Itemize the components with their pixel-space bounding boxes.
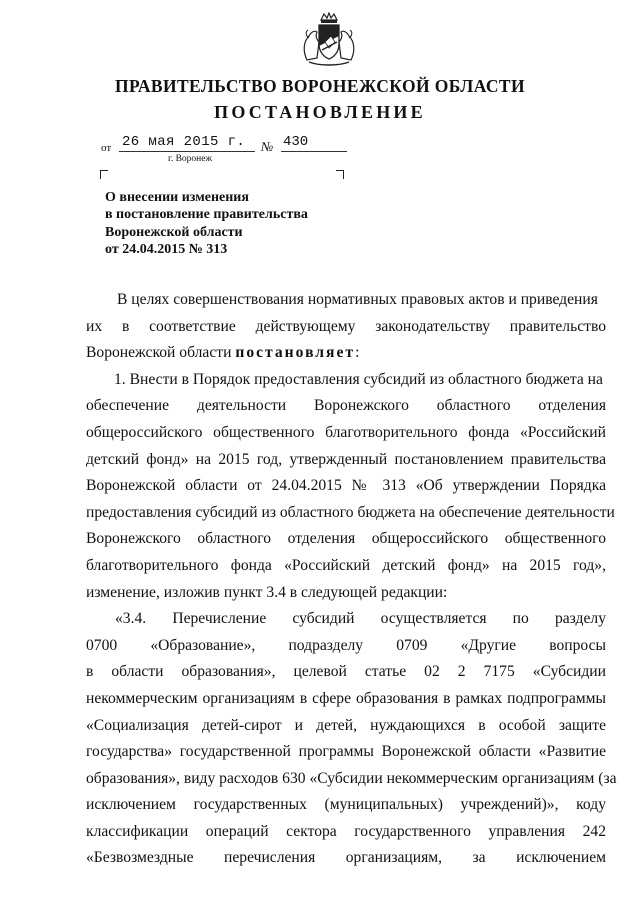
body-line: исключением государственных (муниципальных) учреждений)», коду <box>86 796 606 814</box>
body-line: изменение, изложив пункт 3.4 в следующей редакции: <box>86 583 448 601</box>
number-underline <box>281 151 347 152</box>
body-line: «Безвозмездные перечисления организациям, за исключением <box>86 849 606 867</box>
body-line: Воронежской области от 24.04.2015 № 313 «Об утверждении Порядка <box>86 477 606 495</box>
body-line: Воронежского областного отделения общероссийского общественного <box>86 530 606 548</box>
decree-word: постановляет <box>235 344 356 362</box>
date-underline <box>119 151 255 152</box>
document-number: 430 <box>283 134 309 150</box>
subject-bracket-right <box>336 170 344 179</box>
body-text: : <box>355 344 360 362</box>
subject-bracket-left <box>100 170 108 179</box>
document-date: 26 мая 2015 г. <box>122 134 246 150</box>
date-label: от <box>101 142 112 154</box>
subject-line: от 24.04.2015 № 313 <box>105 241 228 257</box>
coat-of-arms-icon <box>297 12 361 68</box>
body-line: 1. Внести в Порядок предоставления субсидий из областного бюджета на <box>114 370 603 388</box>
body-text: Воронежской области <box>86 344 236 362</box>
number-label: № <box>261 139 274 154</box>
body-line: некоммерческим организациям в сфере образования в рамках подпрограммы <box>86 689 606 707</box>
body-line: их в соответствие действующему законодательству правительство <box>86 317 606 335</box>
body-line: благотворительного фонда «Российский детский фонд» на 2015 год», <box>86 556 606 574</box>
body-line: в области образования», целевой статье 02 2 7175 «Субсидии <box>86 663 606 681</box>
body-line <box>86 340 606 367</box>
body-line: детский фонд» на 2015 год, утвержденный постановлением правительства <box>86 450 606 468</box>
subject-line: в постановление правительства <box>105 207 308 223</box>
body-line: государства» государственной программы Воронежской области «Развитие <box>86 743 606 761</box>
body-line: 0700 «Образование», подразделу 0709 «Другие вопросы <box>86 636 606 654</box>
subject-line: О внесении изменения <box>105 190 249 205</box>
body-line: В целях совершенствования нормативных правовых актов и приведения <box>117 291 598 308</box>
government-name: ПРАВИТЕЛЬСТВО ВОРОНЕЖСКОЙ ОБЛАСТИ <box>114 76 526 96</box>
document-type: ПОСТАНОВЛЕНИЕ <box>214 102 426 122</box>
document-body <box>86 287 617 872</box>
body-line: классификации операций сектора государственного управления 242 <box>86 822 606 840</box>
body-line: общероссийского общественного благотворительного фонда «Российский <box>86 423 606 441</box>
body-line: «Социализация детей-сирот и детей, нуждающихся в особой защите <box>86 716 606 734</box>
body-line: образования», виду расходов 630 «Субсидии некоммерческим организациям (за <box>86 769 617 787</box>
body-line: предоставления субсидий из областного бюджета на обеспечение деятельности <box>86 503 615 521</box>
subject-line: Воронежской области <box>105 224 243 240</box>
body-line: обеспечение деятельности Воронежского областного отделения <box>86 397 606 415</box>
document-city: г. Воронеж <box>168 154 213 164</box>
document-subject <box>105 189 308 258</box>
body-line: «3.4. Перечисление субсидий осуществляется по разделу <box>115 610 606 628</box>
